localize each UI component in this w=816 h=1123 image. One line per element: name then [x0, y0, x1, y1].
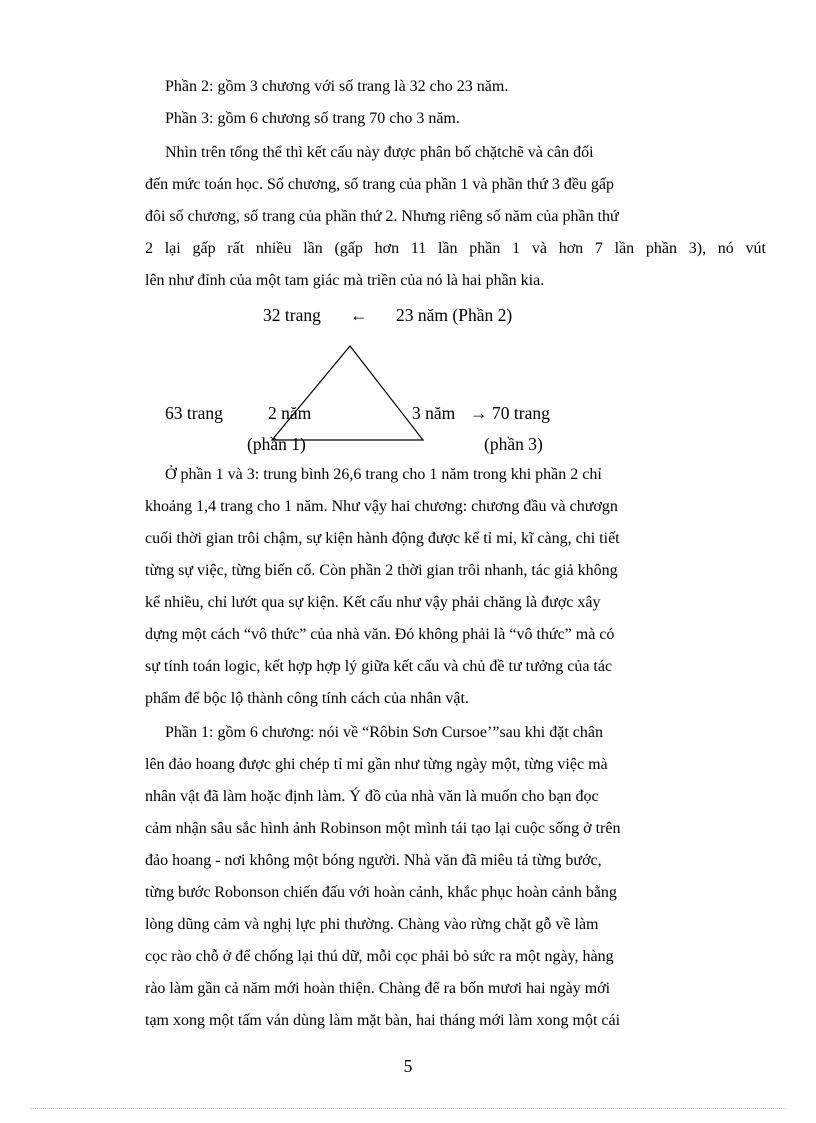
top-pages-label: 32 trang — [263, 305, 321, 325]
text-line: dựng một cách “vô thức” của nhà văn. Đó không phải là “vô thức” mà có — [145, 626, 615, 643]
text-line: từng bước Robonson chiến đấu với hoàn cảnh, khắc phục hoàn cảnh bằng — [145, 884, 617, 901]
text-line: khoảng 1,4 trang cho 1 năm. Như vậy hai chương: chương đầu và chươgn — [145, 498, 618, 515]
text-line: Ở phần 1 và 3: trung bình 26,6 trang cho 1 năm trong khi phần 2 chỉ — [165, 466, 602, 483]
text-line: Phần 3: gồm 6 chương số trang 70 cho 3 năm. — [165, 110, 460, 127]
text-line: Phần 2: gồm 3 chương với số trang là 32 cho 23 năm. — [165, 78, 509, 95]
text-line: cảm nhận sâu sắc hình ảnh Robinson một mình tái tạo lại cuộc sống ở trên — [145, 820, 621, 837]
right-part-label: (phần 3) — [484, 434, 543, 454]
text-line: đảo hoang - nơi không một bóng người. Nhà văn đã miêu tả từng bước, — [145, 852, 602, 869]
text-line: Nhìn trên tổng thể thì kết cấu này được phân bố chặtchẽ và cân đối — [165, 144, 594, 161]
text-line: đến mức toán học. Số chương, số trang của phần 1 và phần thứ 3 đều gấp — [145, 176, 615, 193]
text-line: cuối thời gian trôi chậm, sự kiện hành động được kể tỉ mỉ, kĩ càng, chi tiết — [145, 530, 620, 547]
left-part-label: (phần 1) — [247, 434, 306, 454]
text-line: đôi số chương, số trang của phần thứ 2. Nhưng riêng số năm của phần thứ — [145, 208, 619, 225]
text-line: Phần 1: gồm 6 chương: nói về “Rôbin Sơn Cursoe’”sau khi đặt chân — [165, 724, 603, 741]
text-line: cọc rào chỗ ở để chống lại thú dữ, mỗi cọc phải bỏ sức ra một ngày, hàng — [145, 948, 614, 965]
text-line: lòng dũng cảm và nghị lực phi thường. Chàng vào rừng chặt gỗ về làm — [145, 916, 599, 933]
right-pages-label: 70 trang — [492, 403, 550, 423]
left-pages-label: 63 trang — [165, 403, 223, 423]
text-line: nhân vật đã làm hoặc định làm. Ý đồ của nhà văn là muốn cho bạn đọc — [145, 788, 599, 805]
page-edge-divider — [30, 1108, 786, 1109]
left-arrow-icon: ← — [350, 305, 368, 325]
text-line: lên đảo hoang được ghi chép tỉ mỉ gần như từng ngày một, từng việc mà — [145, 756, 608, 773]
text-line: lên như đỉnh của một tam giác mà triền của nó là hai phần kia. — [145, 272, 545, 289]
text-line: 2 lại gấp rất nhiều lần (gấp hơn 11 lần phần 1 và hơn 7 lần phần 3), nó vút — [145, 240, 766, 257]
text-line: tạm xong một tấm ván dùng làm mặt bàn, hai tháng mới làm xong một cái — [145, 1012, 621, 1029]
text-line: từng sự việc, từng biến cố. Còn phần 2 thời gian trôi nhanh, tác giả không — [145, 562, 618, 579]
right-arrow-icon: → — [470, 403, 488, 423]
left-years-label: 2 năm — [268, 403, 312, 423]
text-line: rào làm gần cả năm mới hoàn thiện. Chàng để ra bốn mươi hai ngày mới — [145, 980, 611, 997]
right-years-label: 3 năm — [412, 403, 456, 423]
text-line: sự tính toán logic, kết hợp hợp lý giữa kết cấu và chủ đề tư tưởng của tác — [145, 658, 613, 675]
page-number: 5 — [403, 1056, 413, 1076]
text-line: phẩm để bộc lộ thành công tính cách của nhân vật. — [145, 690, 469, 707]
top-years-label: 23 năm (Phần 2) — [396, 305, 513, 325]
text-line: kể nhiều, chỉ lướt qua sự kiện. Kết cấu như vậy phải chăng là được xây — [145, 594, 601, 611]
